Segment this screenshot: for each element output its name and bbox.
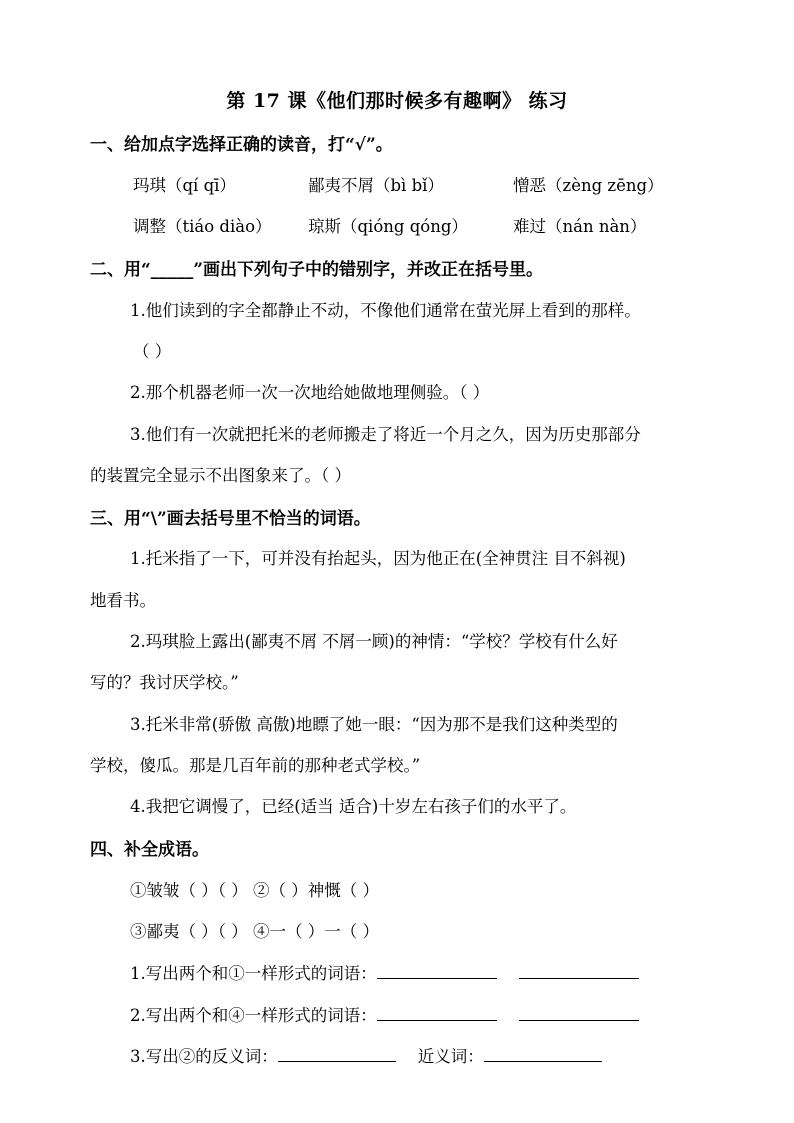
section2-q3-line2: 的装置完全显示不出图象来了。（ ）	[90, 466, 351, 485]
section3-q4: 4.我把它调慢了，已经(适当 适合)十岁左右孩子们的水平了。	[130, 797, 577, 816]
section3-q1-line1: 1.托米指了一下，可并没有抬起头，因为他正在(全神贯注 目不斜视)	[130, 549, 626, 568]
answer-blank[interactable]	[484, 1045, 602, 1062]
section2-q1-answer[interactable]: （ ）	[133, 342, 172, 361]
section4-q3-synonym-label: 近义词：	[417, 1047, 484, 1066]
section2-q3-line1: 3.他们有一次就把托米的老师搬走了将近一个月之久，因为历史那部分	[130, 425, 641, 444]
section3-q3-line2: 学校，傻瓜。那是几百年前的那种老式学校。”	[90, 756, 421, 775]
section4-q2	[130, 1002, 639, 1026]
section4-q3	[130, 1043, 602, 1067]
answer-blank[interactable]	[519, 1004, 639, 1021]
answer-blank[interactable]	[519, 962, 639, 979]
section3-q1-line2: 地看书。	[90, 591, 156, 610]
section4-q3-label: 3.写出②的反义词：	[130, 1047, 278, 1066]
section3-q2-line2: 写的？我讨厌学校。”	[90, 673, 239, 692]
section2-heading: 二、用“_____”画出下列句子中的错别字，并改正在括号里。	[90, 260, 544, 280]
section2-q2: 2.那个机器老师一次一次地给她做地理侧验。（ ）	[130, 383, 490, 402]
section1-heading: 一、给加点字选择正确的读音，打“√”。	[90, 135, 393, 155]
section3-q2-line1: 2.玛琪脸上露出(鄙夷不屑 不屑一顾)的神情：“学校？学校有什么好	[130, 632, 618, 651]
pinyin-item-2: 鄙夷不屑（bì bǐ）	[308, 176, 444, 195]
pinyin-item-5: 琼斯（qióng qóng）	[308, 217, 468, 236]
section3-heading: 三、用“\”画去括号里不恰当的词语。	[90, 509, 371, 529]
section2-q1: 1.他们读到的字全都静止不动，不像他们通常在萤光屏上看到的那样。	[130, 301, 641, 320]
idiom-row-1[interactable]: ①皱皱（ ）（ ） ②（ ）神慨（ ）	[130, 881, 379, 900]
section4-q1-label: 1.写出两个和①一样形式的词语：	[130, 964, 377, 983]
section3-q3-line1: 3.托米非常(骄傲 高傲)地瞟了她一眼：“因为那不是我们这种类型的	[130, 715, 618, 734]
pinyin-item-4: 调整（tiáo diào）	[133, 217, 272, 236]
section4-q1	[130, 960, 639, 984]
answer-blank[interactable]	[377, 962, 497, 979]
section4-heading: 四、补全成语。	[90, 840, 209, 860]
answer-blank[interactable]	[278, 1045, 396, 1062]
pinyin-item-6: 难过（nán nàn）	[513, 217, 647, 236]
section4-q2-label: 2.写出两个和④一样形式的词语：	[130, 1006, 377, 1025]
answer-blank[interactable]	[377, 1004, 497, 1021]
pinyin-item-1: 玛琪（qí qī）	[133, 176, 236, 195]
page-title: 第 17 课《他们那时候多有趣啊》 练习	[226, 90, 568, 112]
idiom-row-2[interactable]: ③鄙夷（ ）（ ） ④一（ ）一（ ）	[130, 922, 379, 941]
pinyin-item-3: 憎恶（zèng zēng）	[513, 176, 664, 195]
